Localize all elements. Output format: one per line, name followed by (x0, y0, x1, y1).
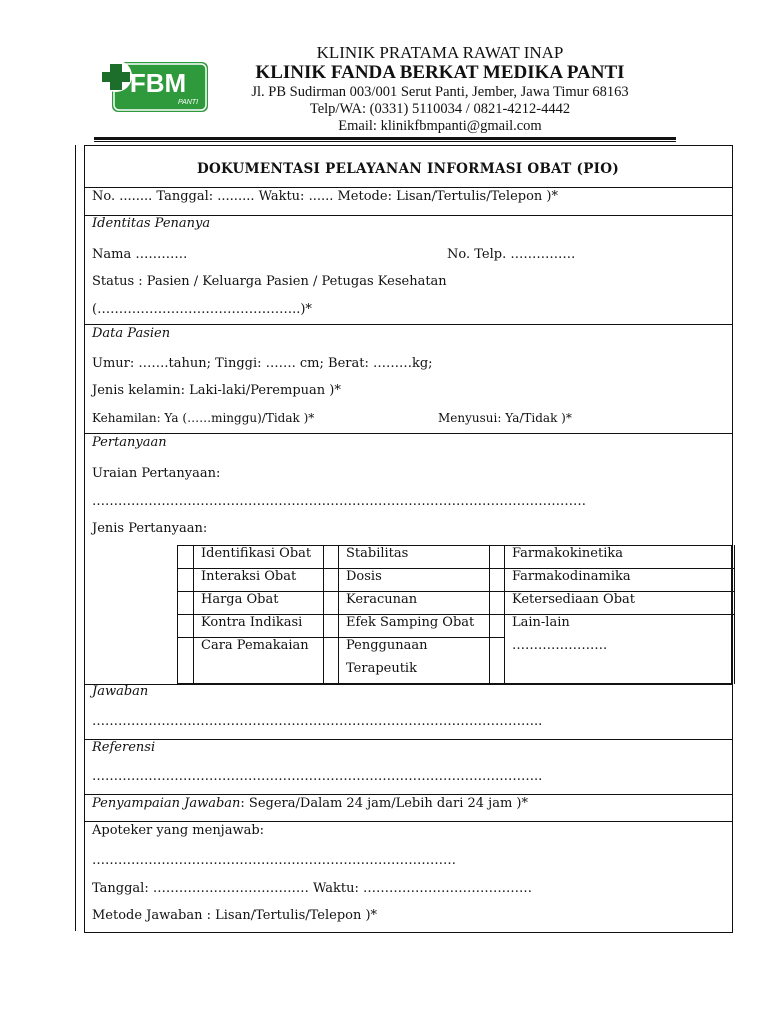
option-keracunan[interactable]: Keracunan (346, 592, 418, 607)
option-farmakokinetika[interactable]: Farmakokinetika (512, 546, 623, 561)
status-blank: (………………………………………..)* (92, 302, 312, 317)
status-field: Status : Pasien / Keluarga Pasien / Petugas Kesehatan (92, 274, 447, 289)
jawaban-blank: ………………………………………………………………………………………….. (92, 714, 543, 729)
option-penggunaan[interactable]: Penggunaan (346, 638, 428, 653)
form-header-fields: No. ........ Tanggal: ......... Waktu: ...... Metode: Lisan/Tertulis/Telepon )* (92, 189, 559, 204)
clinic-address: Jl. PB Sudirman 003/001 Serut Panti, Jember, Jawa Timur 68163 (251, 84, 629, 100)
section-heading-jawaban: Jawaban (92, 684, 149, 699)
row-divider (84, 794, 732, 795)
option-harga-obat[interactable]: Harga Obat (201, 592, 279, 607)
section-heading-pertanyaan: Pertanyaan (92, 435, 167, 450)
apoteker-blank: ………………………………………………………………………… (92, 853, 456, 868)
nama-field: Nama ………… (92, 247, 188, 262)
penyampaian-value: : Segera/Dalam 24 jam/Lebih dari 24 jam )* (240, 796, 528, 811)
row-divider (84, 821, 732, 822)
penyampaian-row (92, 796, 528, 811)
clinic-email: Email: klinikfbmpanti@gmail.com (338, 118, 542, 134)
section-heading-referensi: Referensi (92, 740, 156, 755)
option-efek-samping-obat[interactable]: Efek Samping Obat (346, 615, 475, 630)
penyampaian-label: Penyampaian Jawaban (92, 796, 241, 811)
option-interaksi-obat[interactable]: Interaksi Obat (201, 569, 297, 584)
referensi-blank: ………………………………………………………………………………………….. (92, 769, 543, 784)
metode-jawaban-field: Metode Jawaban : Lisan/Tertulis/Telepon )* (92, 908, 378, 923)
header-rule-thick (94, 137, 676, 140)
logo-subtext: PANTI (177, 99, 199, 106)
option-ketersediaan-obat[interactable]: Ketersediaan Obat (512, 592, 635, 607)
option-dosis[interactable]: Dosis (346, 569, 382, 584)
clinic-name: KLINIK FANDA BERKAT MEDIKA PANTI (255, 62, 625, 83)
row-divider (84, 433, 732, 434)
option-kontra-indikasi[interactable]: Kontra Indikasi (201, 615, 303, 630)
clinic-logo (98, 54, 210, 116)
option-lain-lain[interactable]: Lain-lain (512, 615, 570, 630)
jenis-kelamin-field: Jenis kelamin: Laki-laki/Perempuan )* (92, 383, 341, 398)
section-heading-penanya: Identitas Penanya (92, 216, 211, 231)
kehamilan-field: Kehamilan: Ya (……minggu)/Tidak )* (92, 411, 315, 425)
left-margin-line (75, 145, 76, 931)
umur-field: Umur: …….tahun; Tinggi: ……. cm; Berat: ………kg; (92, 356, 433, 371)
apoteker-label: Apoteker yang menjawab: (92, 823, 265, 838)
grid-right-edge (734, 545, 735, 684)
form-title: DOKUMENTASI PELAYANAN INFORMASI OBAT (PIO) (196, 161, 620, 177)
section-heading-pasien: Data Pasien (92, 326, 171, 341)
menyusui-field: Menyusui: Ya/Tidak )* (438, 411, 572, 425)
option-terapeutik[interactable]: Terapeutik (346, 661, 417, 676)
pio-form (84, 145, 733, 933)
tanggal-waktu-field: Tanggal: ……………………………… Waktu: ………………………………… (92, 881, 532, 896)
row-divider (84, 684, 732, 685)
header-rule-thin (94, 141, 676, 142)
row-divider (84, 324, 732, 325)
jenis-label: Jenis Pertanyaan: (92, 521, 208, 536)
clinic-phone: Telp/WA: (0331) 5110034 / 0821-4212-4442 (309, 101, 571, 117)
option-identifikasi-obat[interactable]: Identifikasi Obat (201, 546, 312, 561)
option-lain-lain-blank: …………………. (512, 638, 608, 653)
telp-field: No. Telp. …………… (447, 247, 576, 262)
clinic-type: KLINIK PRATAMA RAWAT INAP (316, 43, 564, 62)
uraian-blank: …………………………………………………………………………………………………… (92, 494, 586, 509)
row-divider (84, 187, 732, 188)
uraian-label: Uraian Pertanyaan: (92, 466, 221, 481)
option-farmakodinamika[interactable]: Farmakodinamika (512, 569, 631, 584)
option-cara-pemakaian[interactable]: Cara Pemakaian (201, 638, 309, 653)
option-stabilitas[interactable]: Stabilitas (346, 546, 409, 561)
row-divider (84, 739, 732, 740)
logo-text: FBM (129, 68, 187, 98)
